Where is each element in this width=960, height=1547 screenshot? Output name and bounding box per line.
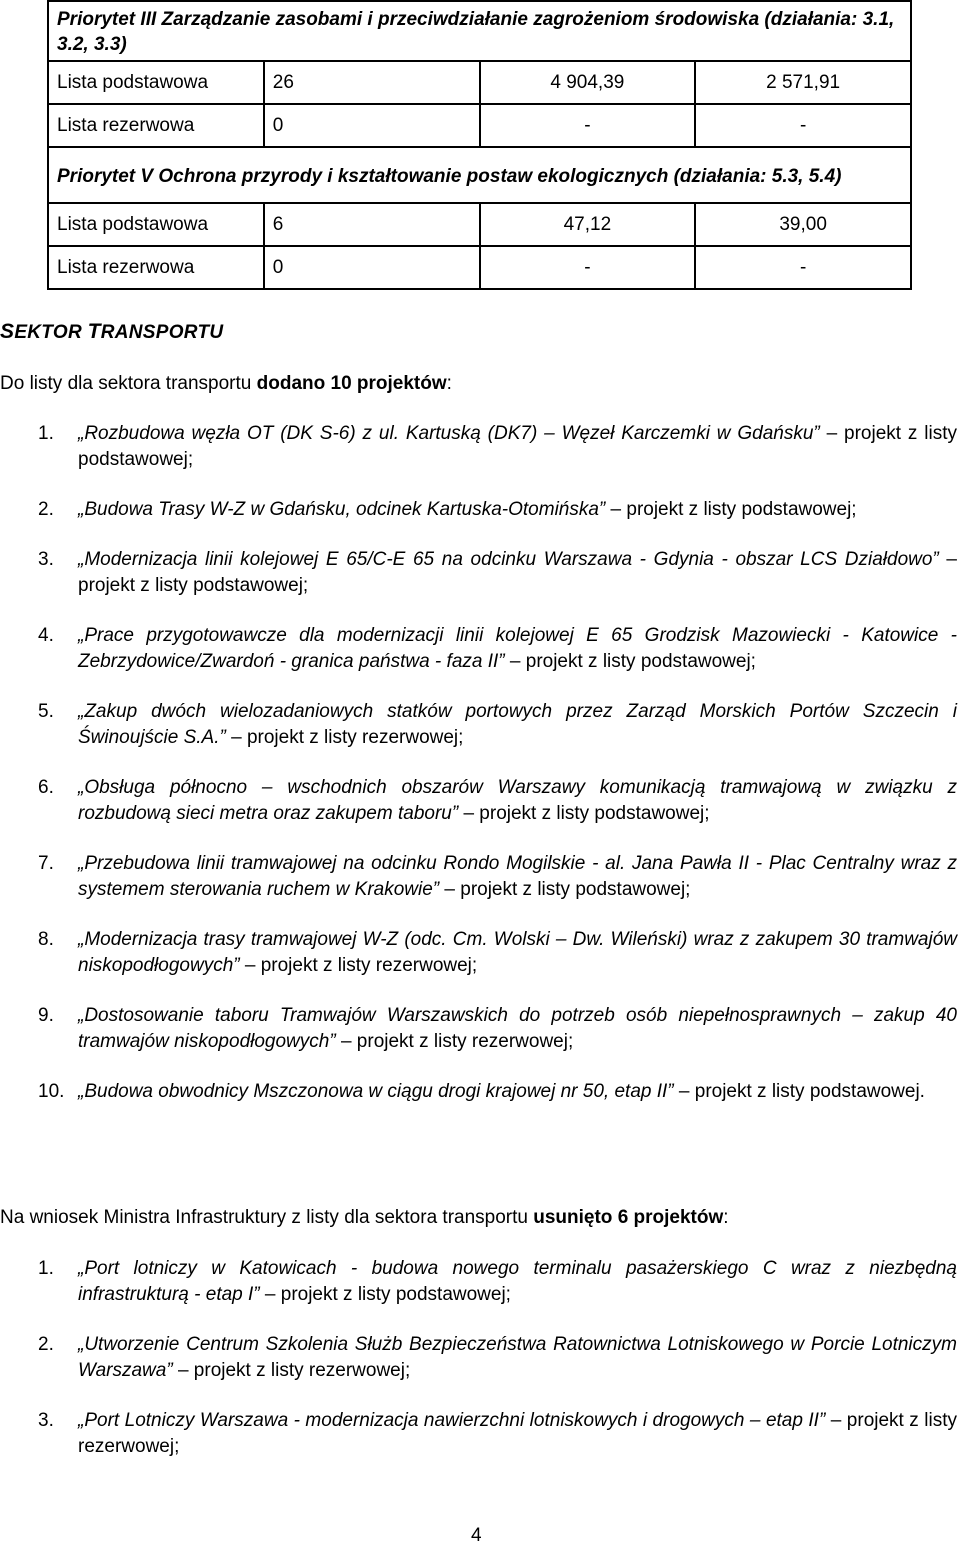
project-title: „Port Lotniczy Warszawa - modernizacja nawierzchni lotniskowych i drogowych – etap II” [78, 1410, 826, 1431]
priority-iii-label: Priorytet III Zarządzanie zasobami i przeciwdziałanie zagrożeniom środowiska (działania: 3.1, 3.2, 3.3) [48, 1, 911, 61]
project-note: – projekt z listy rezerwowej; [239, 955, 478, 976]
removed-intro-text: Na wniosek Ministra Infrastruktury z listy dla sektora transportu [0, 1207, 534, 1228]
table-priority-row [48, 1, 911, 61]
project-note: – projekt z listy rezerwowej; [335, 1031, 574, 1052]
heading-part: EKTOR [14, 322, 88, 343]
item-number: 2. [38, 499, 54, 520]
list-item [0, 1332, 957, 1384]
funding-cell: - [695, 104, 911, 147]
project-note: – projekt z listy podstawowej; [504, 651, 756, 672]
heading-part: RANSPORTU [100, 322, 224, 343]
funding-cell: 39,00 [695, 203, 911, 246]
list-name-cell: Lista podstawowa [48, 61, 264, 104]
value-cell: - [480, 104, 696, 147]
list-item [0, 421, 957, 473]
list-item [0, 623, 957, 675]
table-row [48, 61, 911, 104]
item-number: 6. [38, 777, 54, 798]
intro-text: Do listy dla sektora transportu [0, 373, 257, 394]
project-title: „Port lotniczy w Katowicach - budowa nowego terminalu pasażerskiego C wraz z niezbędną infrastrukturą - etap I” [78, 1258, 957, 1305]
list-item [0, 547, 957, 599]
removed-intro-suffix: : [723, 1207, 729, 1228]
added-projects-list [0, 421, 957, 1129]
item-number: 1. [38, 423, 54, 444]
count-cell: 0 [264, 104, 480, 147]
project-title: „Modernizacja trasy tramwajowej W-Z (odc. Cm. Wolski – Dw. Wileński) wraz z zakupem 30 tramwajów niskopodłogowych” [78, 929, 957, 976]
removed-intro-bold: usunięto 6 projektów [533, 1207, 724, 1228]
heading-cap-s: S [0, 320, 15, 343]
list-item [0, 775, 957, 827]
summary-table [47, 0, 912, 290]
count-cell: 26 [264, 61, 480, 104]
project-title: „Prace przygotowawcze dla modernizacji linii kolejowej E 65 Grodzisk Mazowiecki - Katowice - Zebrzydowice/Zwardoń - granica państwa - faza II” [78, 625, 957, 672]
priority-v-label: Priorytet V Ochrona przyrody i kształtowanie postaw ekologicznych (działania: 5.3, 5.4) [48, 147, 911, 203]
project-note: – projekt z listy podstawowej. [673, 1081, 925, 1102]
page-number: 4 [471, 1525, 482, 1546]
funding-cell: 2 571,91 [695, 61, 911, 104]
item-number: 5. [38, 701, 54, 722]
project-title: „Rozbudowa węzła OT (DK S-6) z ul. Kartuską (DK7) – Węzeł Karczemki w Gdańsku” [78, 423, 820, 444]
item-number: 7. [38, 853, 54, 874]
heading-cap-t: T [87, 320, 101, 343]
list-item [0, 1003, 957, 1055]
count-cell: 0 [264, 246, 480, 289]
funding-cell: - [695, 246, 911, 289]
project-note: – projekt z listy rezerwowej; [225, 727, 464, 748]
intro-suffix: : [446, 373, 452, 394]
removed-projects-list [0, 1256, 957, 1484]
project-note: – projekt z listy podstawowej; [605, 499, 857, 520]
intro-bold: dodano 10 projektów [256, 373, 447, 394]
project-title: „Budowa obwodnicy Mszczonowa w ciągu drogi krajowej nr 50, etap II” [78, 1081, 674, 1102]
value-cell: - [480, 246, 696, 289]
item-number: 4. [38, 625, 54, 646]
project-title: „Utworzenie Centrum Szkolenia Służb Bezpieczeństwa Ratownictwa Lotniskowego w Porcie Lotniczym Warszawa” [78, 1334, 957, 1381]
project-title: „Modernizacja linii kolejowej E 65/C-E 65 na odcinku Warszawa - Gdynia - obszar LCS Działdowo” [78, 549, 939, 570]
count-cell: 6 [264, 203, 480, 246]
list-item [0, 497, 957, 523]
table-priority-row [48, 147, 911, 203]
project-note: – projekt z listy podstawowej; [259, 1284, 511, 1305]
project-title: „Obsługa północno – wschodnich obszarów Warszawy komunikacją tramwajową w związku z rozbudową sieci metra oraz zakupem taboru” [78, 777, 957, 824]
table-row [48, 203, 911, 246]
list-name-cell: Lista podstawowa [48, 203, 264, 246]
item-number: 2. [38, 1334, 54, 1355]
project-title: „Budowa Trasy W-Z w Gdańsku, odcinek Kartuska-Otomińska” [78, 499, 606, 520]
list-name-cell: Lista rezerwowa [48, 246, 264, 289]
table-row [48, 104, 911, 147]
item-number: 3. [38, 1410, 54, 1431]
value-cell: 4 904,39 [480, 61, 696, 104]
item-number: 8. [38, 929, 54, 950]
table-row [48, 246, 911, 289]
project-title: „Dostosowanie taboru Tramwajów Warszawskich do potrzeb osób niepełnosprawnych – zakup 40 tramwajów niskopodłogowych” [78, 1005, 957, 1052]
list-item [0, 1408, 957, 1460]
item-number: 10. [38, 1081, 65, 1102]
project-title: „Zakup dwóch wielozadaniowych statków portowych przez Zarząd Morskich Portów Szczecin i Świnoujście S.A.” [78, 701, 957, 748]
removed-intro [0, 1207, 729, 1229]
project-note: – projekt z listy podstawowej; [439, 879, 691, 900]
item-number: 1. [38, 1258, 54, 1279]
project-note: – projekt z listy podstawowej; [78, 423, 957, 470]
item-number: 9. [38, 1005, 54, 1026]
list-item [0, 851, 957, 903]
value-cell: 47,12 [480, 203, 696, 246]
project-note: – projekt z listy rezerwowej; [78, 1410, 957, 1457]
project-note: – projekt z listy podstawowej; [458, 803, 710, 824]
item-number: 3. [38, 549, 54, 570]
project-note: – projekt z listy podstawowej; [78, 549, 957, 596]
list-name-cell: Lista rezerwowa [48, 104, 264, 147]
section-heading [0, 320, 223, 344]
list-item [0, 927, 957, 979]
project-note: – projekt z listy rezerwowej; [172, 1360, 411, 1381]
added-intro [0, 373, 452, 395]
list-item [0, 1079, 957, 1105]
list-item [0, 1256, 957, 1308]
project-title: „Przebudowa linii tramwajowej na odcinku Rondo Mogilskie - al. Jana Pawła II - Plac Centralny wraz z systemem sterowania ruchem w Krakowie” [78, 853, 957, 900]
list-item [0, 699, 957, 751]
